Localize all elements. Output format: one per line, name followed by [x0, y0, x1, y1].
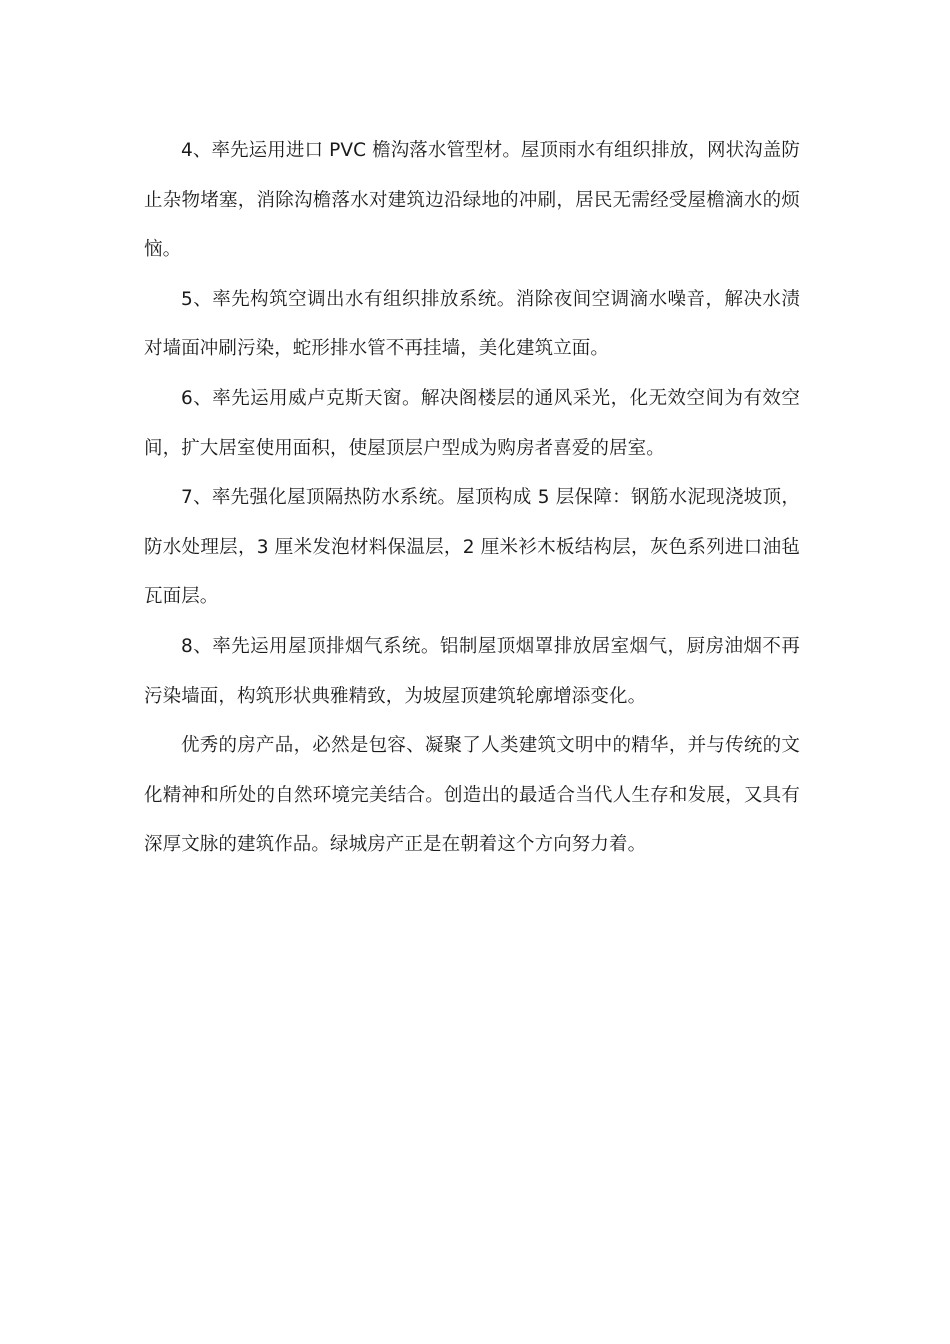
- paragraph-item-8: 8、率先运用屋顶排烟气系统。铝制屋顶烟罩排放居室烟气，厨房油烟不再污染墙面，构筑形状典雅精致，为坡屋顶建筑轮廓增添变化。: [144, 635, 800, 707]
- paragraph-item-5: 5、率先构筑空调出水有组织排放系统。消除夜间空调滴水噪音，解决水渍对墙面冲刷污染，蛇形排水管不再挂墙，美化建筑立面。: [144, 288, 800, 360]
- paragraph-conclusion: 优秀的房产品，必然是包容、凝聚了人类建筑文明中的精华，并与传统的文化精神和所处的自然环境完美结合。创造出的最适合当代人生存和发展，又具有深厚文脉的建筑作品。绿城房产正是在朝着这个方向努力着。: [144, 735, 800, 856]
- document-body: [144, 126, 800, 870]
- paragraph-item-7: 7、率先强化屋顶隔热防水系统。屋顶构成 5 层保障：钢筋水泥现浇坡顶，防水处理层，3 厘米发泡材料保温层，2 厘米衫木板结构层，灰色系列进口油毡瓦面层。: [144, 487, 800, 608]
- paragraph-item-4: 4、率先运用进口 PVC 檐沟落水管型材。屋顶雨水有组织排放，网状沟盖防止杂物堵塞，消除沟檐落水对建筑边沿绿地的冲刷，居民无需经受屋檐滴水的烦恼。: [144, 140, 800, 261]
- paragraph-item-6: 6、率先运用威卢克斯天窗。解决阁楼层的通风采光，化无效空间为有效空间，扩大居室使用面积，使屋顶层户型成为购房者喜爱的居室。: [144, 387, 800, 459]
